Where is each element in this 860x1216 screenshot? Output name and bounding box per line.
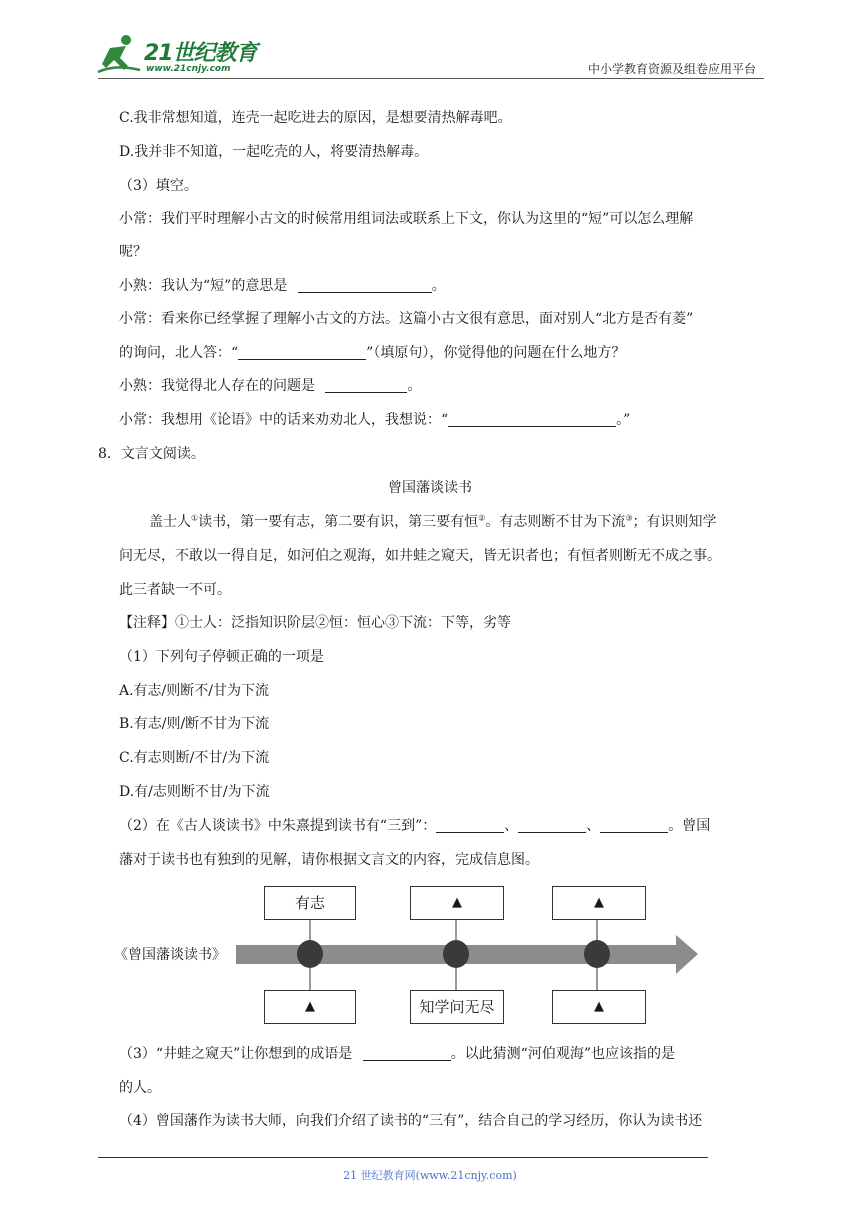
bottom-box-1[interactable]: ▲ [264, 990, 356, 1024]
passage-text: 读书，第一要有志，第二要有识，第三要有恒 [198, 514, 479, 530]
dialogue-text: 。 [431, 278, 446, 294]
header-divider [98, 78, 764, 79]
answer-blank[interactable] [238, 345, 366, 360]
dialogue-text: 。” [616, 412, 631, 428]
timeline-node-3 [584, 940, 610, 968]
runner-logo-icon [96, 34, 142, 76]
top-box-3[interactable]: ▲ [552, 886, 646, 920]
sub-question-3a [119, 1043, 675, 1063]
platform-name: 中小学教育资源及组卷应用平台 [587, 62, 756, 76]
dialogue-text: 的询问，北人答：“ [119, 345, 239, 361]
answer-blank[interactable] [600, 818, 668, 833]
info-diagram [112, 878, 712, 1030]
dialogue-text: 小常：我想用《论语》中的话来劝劝北人，我想说：“ [119, 412, 449, 428]
option-a[interactable]: A.有志/则断不/甘为下流 [119, 683, 269, 699]
timeline-node-2 [443, 940, 469, 968]
q7-option-c: C.我非常想知道，连壳一起吃进去的原因，是想要清热解毒吧。 [119, 110, 512, 126]
passage-title: 曾国藩谈读书 [388, 480, 472, 496]
answer-blank[interactable] [298, 278, 432, 293]
dialogue-text: 小熟：我认为“短”的意思是 [119, 278, 288, 294]
sub-question-1: （1）下列句子停顿正确的一项是 [119, 649, 324, 665]
top-box-2[interactable]: ▲ [410, 886, 504, 920]
dialogue-text: 小熟：我觉得北人存在的问题是 [119, 378, 315, 394]
site-logo [96, 34, 276, 80]
passage-text: ；有识则知学 [632, 514, 717, 530]
timeline-node-1 [297, 940, 323, 968]
sub-question-3b: 的人。 [119, 1080, 161, 1096]
option-b[interactable]: B.有志/则/断不甘为下流 [119, 716, 270, 732]
diagram-label: 《曾国藩谈读书》 [114, 947, 226, 963]
separator: 、 [504, 818, 519, 834]
note-marker: ② [478, 513, 486, 523]
dialogue-text: ”（填原句），你觉得他的问题在什么地方？ [366, 345, 626, 361]
q7-option-d: D.我并非不知道，一起吃壳的人，将要清热解毒。 [119, 144, 429, 160]
passage-text: 。有志则断不甘为下流 [485, 514, 626, 530]
sub-question-4: （4）曾国藩作为读书大师，向我们介绍了读书的“三有”，结合自己的学习经历，你认为读书还 [119, 1113, 703, 1129]
option-c[interactable]: C.有志则断/不甘/为下流 [119, 750, 270, 766]
dialogue-line-4 [119, 375, 421, 395]
dialogue-line-5 [119, 409, 630, 429]
dialogue-line-1b: 呢？ [119, 244, 147, 260]
answer-blank[interactable] [448, 412, 616, 427]
answer-blank[interactable] [363, 1046, 451, 1061]
separator: 、 [586, 818, 601, 834]
dialogue-line-2 [119, 275, 446, 295]
note-marker: ① [191, 513, 199, 523]
dialogue-line-3a: 小常：看来你已经掌握了理解小古文的方法。这篇小古文很有意思，面对别人“北方是否有菱” [119, 311, 694, 327]
annotation: 【注释】①士人：泛指知识阶层②恒：恒心③下流：下等，劣等 [119, 615, 511, 631]
passage-line-1 [149, 511, 717, 531]
dialogue-text: 。 [407, 378, 422, 394]
top-box-1: 有志 [264, 886, 356, 920]
footer-link[interactable]: 21 世纪教育网(www.21cnjy.com) [343, 1169, 517, 1182]
q8-heading: 8．文言文阅读。 [98, 446, 205, 462]
question-text: （2）在《古人谈读书》中朱熹提到读书有“三到”： [119, 818, 437, 834]
answer-blank[interactable] [518, 818, 586, 833]
logo-title: 21世纪教育 [144, 41, 257, 66]
footer-divider [98, 1157, 708, 1158]
bottom-box-3[interactable]: ▲ [552, 990, 646, 1024]
bottom-box-2: 知学问无尽 [410, 990, 504, 1024]
answer-blank[interactable] [325, 378, 407, 393]
passage-text: 盖士人 [149, 514, 191, 530]
logo-url: www.21cnjy.com [146, 64, 231, 74]
option-d[interactable]: D.有/志则断不甘/为下流 [119, 784, 270, 800]
sub-question-2a [119, 815, 710, 835]
answer-blank[interactable] [436, 818, 504, 833]
q7-part3: （3）填空。 [119, 178, 198, 194]
passage-line-3: 此三者缺一不可。 [119, 582, 231, 598]
dialogue-line-1a: 小常：我们平时理解小古文的时候常用组词法或联系上下文，你认为这里的“短”可以怎么理解 [119, 211, 694, 227]
question-text: 。以此猜测“河伯观海”也应该指的是 [450, 1046, 676, 1062]
dialogue-line-3b [119, 342, 625, 362]
passage-line-2: 问无尽，不敢以一得自足，如河伯之观海，如井蛙之窥天，皆无识者也；有恒者则断无不成之事。 [119, 548, 721, 564]
question-text: 。曾国 [668, 818, 711, 834]
note-marker: ③ [625, 513, 633, 523]
sub-question-2b: 藩对于读书也有独到的见解，请你根据文言文的内容，完成信息图。 [119, 852, 539, 868]
question-text: （3）“井蛙之窥天”让你想到的成语是 [119, 1046, 353, 1062]
